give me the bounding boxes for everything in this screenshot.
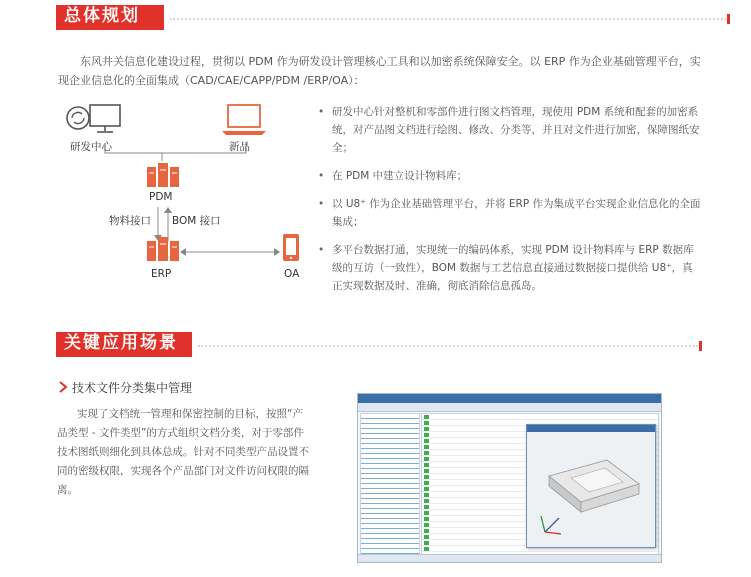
screenshot-preview-window [526,424,656,548]
material-interface-label: 物料接口 [109,215,151,227]
rd-center-computer-icon [67,105,120,132]
screenshot-titlebar [358,394,661,403]
pdm-server-icon [147,163,179,187]
screenshot-tree-panel [360,413,420,555]
list-item: • 在 PDM 中建立设计物料库； [318,167,702,185]
section-title-overall: 总体规划 [64,6,140,26]
part-3d-model-image [527,432,655,544]
section-header-divider [170,18,726,20]
scenario-title: 技术文件分类集中管理 [72,381,193,395]
erp-server-icon [147,237,179,261]
oa-label: OA [284,268,300,280]
list-item: • 研发中心针对整机和零部件进行图文档管理，现使用 PDM 系统和配套的加密系统，对产品图文档进行绘图、修改、分类等，并且对文件进行加密，保障图纸安全； [318,103,702,157]
intro-paragraph: 东风井关信息化建设过程，贯彻以 PDM 作为研发设计管理核心工具和以加密系统保障安全。以 ERP 作为企业基础管理平台，实现企业信息化的全面集成（CAD/CAE/CAPP/PDM /ERP/OA）： [58,55,701,87]
integration-diagram [50,95,310,290]
section-title-scenarios: 关键应用场景 [64,333,178,353]
screenshot-statusbar [358,554,661,562]
screenshot-toolbar [358,403,661,412]
new-product-laptop-icon [222,105,266,135]
pdm-label: PDM [149,191,173,203]
list-item: • 以 U8⁺ 作为企业基础管理平台，并将 ERP 作为集成平台实现企业信息化的全面集成； [318,195,702,231]
chevron-right-icon [58,381,68,393]
erp-label: ERP [151,268,172,280]
bom-interface-label: BOM 接口 [172,215,221,227]
scenario-paragraph: 实现了文档统一管理和保密控制的目标，按照“产品类型 - 文件类型”的方式组织文档分类，对于零部件技术图纸则细化到具体总成。针对不同类型产品设置不同的密级权限，实现各个产品部门对文件访问权限的隔离。 [57,408,309,496]
section-header-end-mark [727,14,730,24]
list-item: • 多平台数据打通，实现统一的编码体系，实现 PDM 设计物料库与 ERP 数据库级的互访（一致性），BOM 数据与工艺信息直接通过数据接口提供给 U8⁺，真正实现数据及时、准确，彻底消除信息孤岛。 [318,241,702,295]
section-header-scenarios [0,327,751,357]
section-header-divider [198,345,698,347]
new-product-label: 新品 [229,141,250,153]
integration-bullets [318,103,702,305]
section-header-overall [0,0,751,30]
screenshot-list-icons [424,415,429,551]
pdm-software-screenshot [357,393,662,563]
rd-center-label: 研发中心 [70,141,112,153]
section-header-end-mark [699,341,702,351]
oa-phone-icon [283,234,299,261]
